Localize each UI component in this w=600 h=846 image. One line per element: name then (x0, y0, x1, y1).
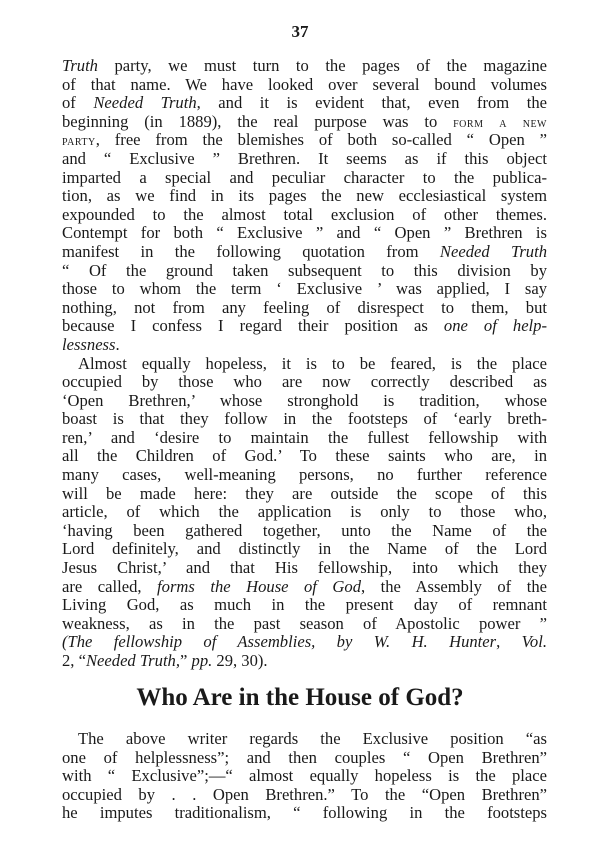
text-line (62, 596, 547, 615)
text-span: those to whom the term ‘ Exclusive ’ was applied, I say (62, 279, 547, 299)
text-line (62, 355, 547, 374)
text-span: and “ Exclusive ” Brethren. It seems as if this object (62, 148, 547, 168)
text-line (62, 206, 547, 225)
text-line (62, 280, 547, 299)
text-span: , (496, 632, 522, 652)
italic-text: one of help- (443, 316, 547, 336)
text-line (62, 150, 547, 169)
text-span: . (115, 334, 120, 354)
text-span: Almost equally hopeless, it is to be feared, is the place (78, 353, 547, 373)
text-span: Jesus Christ,’ and that His fellowship, into which they (62, 558, 547, 578)
text-line (62, 243, 547, 262)
italic-text: Needed Truth, (85, 651, 180, 670)
text-span: of that name. We have looked over several bound volumes (62, 74, 547, 94)
text-span: manifest in the following quotation from (62, 241, 440, 261)
italic-text: Vol. (521, 632, 547, 652)
text-line (62, 392, 547, 411)
text-span: article, of which the application is only to those who, (62, 502, 547, 522)
text-line (62, 767, 547, 786)
text-span: ‘Open Brethren,’ whose stronghold is tradition, whose (62, 390, 547, 410)
text-span: , free from the blemishes of both so-called “ Open ” (95, 130, 547, 150)
text-line (62, 466, 547, 485)
text-span: weakness, as in the past season of Apostolic power ” (62, 613, 547, 633)
text-line (62, 652, 547, 671)
text-line (62, 559, 547, 578)
text-line (62, 336, 547, 355)
text-span: Lord definitely, and distinctly in the Name of the Lord (62, 539, 547, 559)
text-line (62, 804, 547, 823)
section-heading: Who Are in the House of God? (136, 684, 464, 711)
text-line (62, 522, 547, 541)
text-span: The above writer regards the Exclusive position “as (78, 729, 547, 748)
text-line (62, 224, 547, 243)
text-span: occupied by . . Open Brethren.” To the “Open Brethren” (62, 784, 547, 804)
text-span: are called, (62, 576, 158, 596)
text-line (62, 94, 547, 113)
italic-text: pp. (191, 651, 213, 670)
text-span: of (62, 93, 94, 113)
text-span: Living God, as much in the present day of remnant (62, 595, 547, 615)
text-line (62, 540, 547, 559)
text-span: boast is that they follow in the footsteps of ‘early breth- (62, 409, 547, 429)
text-span: “ Of the ground taken subsequent to this division by (62, 260, 547, 280)
text-span: ren,’ and ‘desire to maintain the fullest fellowship with (62, 427, 547, 447)
text-line (62, 131, 547, 150)
text-span: , and it is evident that, even from the (196, 93, 547, 113)
text-span: with “ Exclusive”;—“ almost equally hopeless is the place (62, 766, 547, 786)
italic-text: (The fellowship of Assemblies, by W. H. Hunter (62, 632, 497, 652)
text-line (62, 57, 547, 76)
text-span: , the Assembly of the (361, 576, 547, 596)
text-line (62, 429, 547, 448)
text-span: he imputes traditionalism, “ following in the footsteps (62, 803, 547, 823)
body-text-section-2 (62, 730, 547, 823)
italic-text: Truth (62, 56, 98, 75)
text-span: tion, as we find in its pages the new ecclesiastical system (62, 186, 547, 206)
italic-text: Needed Truth (93, 93, 197, 113)
small-caps-text: form a new (453, 114, 547, 131)
text-span: occupied by those who are now correctly described as (62, 372, 547, 392)
text-line (62, 187, 547, 206)
body-text-section-1 (62, 57, 547, 671)
text-span: 2, “ (62, 651, 86, 670)
page-number: 37 (291, 22, 309, 41)
text-line (62, 410, 547, 429)
text-line (62, 373, 547, 392)
italic-text: lessness (62, 334, 116, 354)
text-span: ” (180, 651, 192, 670)
italic-text: forms the House of God (157, 576, 361, 596)
small-caps-text: party (62, 133, 96, 150)
text-span: because I confess I regard their position as (62, 316, 444, 336)
text-span: expounded to the almost total exclusion of other themes. (62, 204, 547, 224)
text-span: one of helplessness”; and then couples “ Open Brethren” (62, 747, 547, 767)
text-line (62, 262, 547, 281)
text-line (62, 169, 547, 188)
text-span: nothing, not from any feeling of disrespect to them, but (62, 297, 547, 317)
text-span: party, we must turn to the pages of the magazine (97, 56, 547, 75)
text-line (62, 633, 547, 652)
text-line (62, 485, 547, 504)
text-span: all the Children of God.’ To these saints who are, in (62, 446, 547, 466)
text-line (62, 447, 547, 466)
text-span: imparted a special and peculiar character to the publica- (62, 167, 547, 187)
text-line (62, 503, 547, 522)
text-span: 29, 30). (212, 651, 268, 670)
text-line (62, 76, 547, 95)
text-span: many cases, well-meaning persons, no further reference (62, 465, 547, 485)
italic-text: Needed Truth (439, 241, 547, 261)
text-line (62, 615, 547, 634)
text-line (62, 578, 547, 597)
text-line (62, 786, 547, 805)
text-span: will be made here: they are outside the scope of this (62, 483, 547, 503)
text-span: beginning (in 1889), the real purpose was to (62, 111, 454, 131)
text-line (62, 299, 547, 318)
text-line (62, 730, 547, 749)
text-line (62, 317, 547, 336)
text-line (62, 749, 547, 768)
text-span: ‘having been gathered together, unto the Name of the (62, 520, 547, 540)
text-line (62, 113, 547, 132)
text-span: Contempt for both “ Exclusive ” and “ Open ” Brethren is (62, 223, 547, 243)
